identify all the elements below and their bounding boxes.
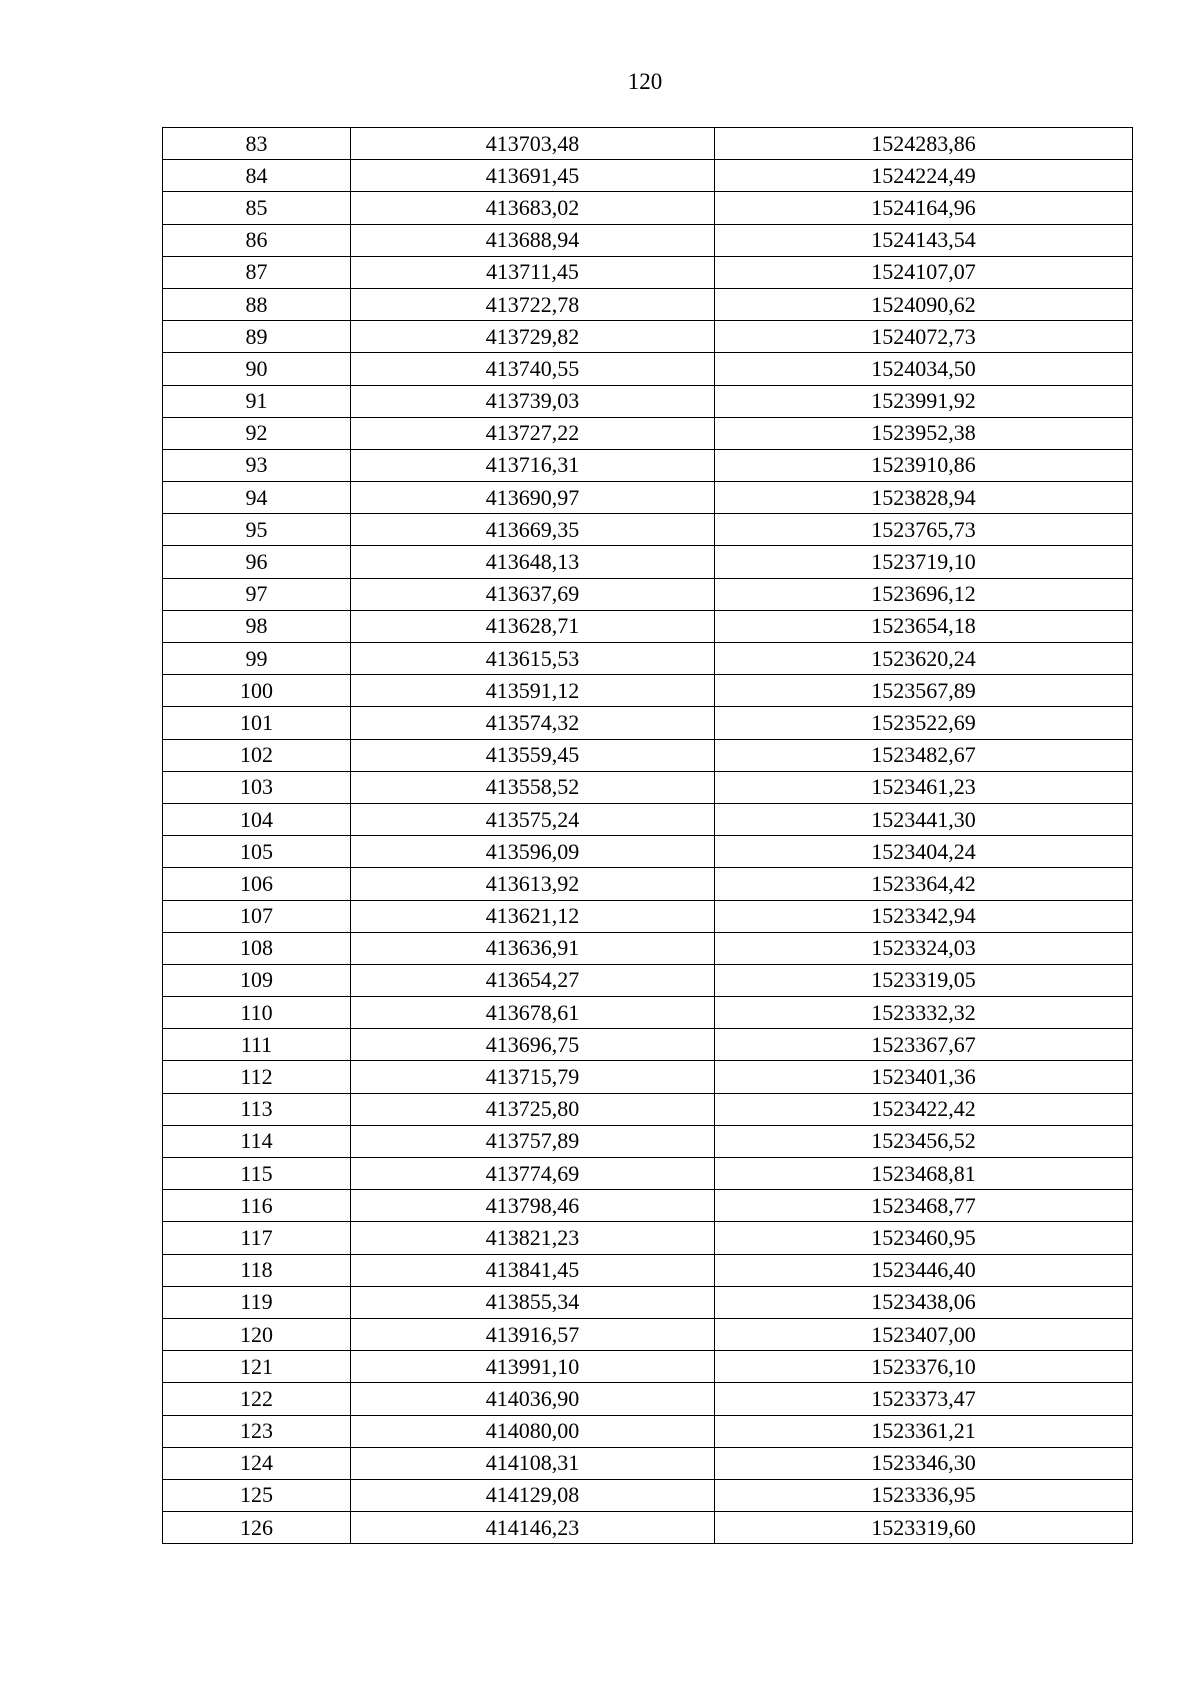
table-row: [163, 578, 1133, 610]
x-coordinate-cell: 413596,09: [351, 836, 715, 868]
x-coordinate-cell: 413798,46: [351, 1190, 715, 1222]
x-coordinate-cell: 413722,78: [351, 288, 715, 320]
y-coordinate-cell: 1523404,24: [715, 836, 1133, 868]
y-coordinate-cell: 1523324,03: [715, 932, 1133, 964]
point-number-cell: 87: [163, 256, 351, 288]
point-number-cell: 95: [163, 514, 351, 546]
table-row: [163, 385, 1133, 417]
table-row: [163, 836, 1133, 868]
y-coordinate-cell: 1523620,24: [715, 643, 1133, 675]
y-coordinate-cell: 1523460,95: [715, 1222, 1133, 1254]
table-row: [163, 675, 1133, 707]
y-coordinate-cell: 1524034,50: [715, 353, 1133, 385]
x-coordinate-cell: 413615,53: [351, 643, 715, 675]
y-coordinate-cell: 1523319,60: [715, 1512, 1133, 1544]
point-number-cell: 121: [163, 1351, 351, 1383]
x-coordinate-cell: 414108,31: [351, 1447, 715, 1479]
table-row: [163, 739, 1133, 771]
table-row: [163, 1254, 1133, 1286]
point-number-cell: 112: [163, 1061, 351, 1093]
point-number-cell: 92: [163, 417, 351, 449]
x-coordinate-cell: 413690,97: [351, 482, 715, 514]
table-row: [163, 353, 1133, 385]
point-number-cell: 118: [163, 1254, 351, 1286]
x-coordinate-cell: 413558,52: [351, 771, 715, 803]
table-row: [163, 321, 1133, 353]
x-coordinate-cell: 413774,69: [351, 1158, 715, 1190]
point-number-cell: 107: [163, 900, 351, 932]
table-row: [163, 964, 1133, 996]
y-coordinate-cell: 1523407,00: [715, 1318, 1133, 1350]
table-row: [163, 1125, 1133, 1157]
x-coordinate-cell: 413916,57: [351, 1318, 715, 1350]
x-coordinate-cell: 413575,24: [351, 803, 715, 835]
x-coordinate-cell: 413637,69: [351, 578, 715, 610]
y-coordinate-cell: 1524072,73: [715, 321, 1133, 353]
x-coordinate-cell: 413574,32: [351, 707, 715, 739]
x-coordinate-cell: 413740,55: [351, 353, 715, 385]
x-coordinate-cell: 414080,00: [351, 1415, 715, 1447]
y-coordinate-cell: 1523401,36: [715, 1061, 1133, 1093]
table-row: [163, 707, 1133, 739]
table-row: [163, 932, 1133, 964]
point-number-cell: 109: [163, 964, 351, 996]
x-coordinate-cell: 413716,31: [351, 449, 715, 481]
y-coordinate-cell: 1523422,42: [715, 1093, 1133, 1125]
y-coordinate-cell: 1523376,10: [715, 1351, 1133, 1383]
table-row: [163, 1447, 1133, 1479]
y-coordinate-cell: 1523910,86: [715, 449, 1133, 481]
table-row: [163, 771, 1133, 803]
y-coordinate-cell: 1523991,92: [715, 385, 1133, 417]
point-number-cell: 108: [163, 932, 351, 964]
x-coordinate-cell: 414146,23: [351, 1512, 715, 1544]
table-row: [163, 643, 1133, 675]
x-coordinate-cell: 413613,92: [351, 868, 715, 900]
y-coordinate-cell: 1523828,94: [715, 482, 1133, 514]
point-number-cell: 99: [163, 643, 351, 675]
x-coordinate-cell: 413757,89: [351, 1125, 715, 1157]
point-number-cell: 122: [163, 1383, 351, 1415]
point-number-cell: 106: [163, 868, 351, 900]
table-row: [163, 1190, 1133, 1222]
table-row: [163, 128, 1133, 160]
y-coordinate-cell: 1523346,30: [715, 1447, 1133, 1479]
point-number-cell: 120: [163, 1318, 351, 1350]
point-number-cell: 94: [163, 482, 351, 514]
table-row: [163, 160, 1133, 192]
table-row: [163, 1318, 1133, 1350]
y-coordinate-cell: 1524090,62: [715, 288, 1133, 320]
x-coordinate-cell: 413703,48: [351, 128, 715, 160]
point-number-cell: 83: [163, 128, 351, 160]
y-coordinate-cell: 1524107,07: [715, 256, 1133, 288]
x-coordinate-cell: 413696,75: [351, 1029, 715, 1061]
coordinates-table: [162, 127, 1133, 1544]
y-coordinate-cell: 1523482,67: [715, 739, 1133, 771]
table-row: [163, 1093, 1133, 1125]
x-coordinate-cell: 413683,02: [351, 192, 715, 224]
y-coordinate-cell: 1523567,89: [715, 675, 1133, 707]
table-row: [163, 256, 1133, 288]
page-number: 120: [627, 69, 663, 94]
y-coordinate-cell: 1523461,23: [715, 771, 1133, 803]
x-coordinate-cell: 413739,03: [351, 385, 715, 417]
x-coordinate-cell: 413591,12: [351, 675, 715, 707]
y-coordinate-cell: 1523468,77: [715, 1190, 1133, 1222]
x-coordinate-cell: 413691,45: [351, 160, 715, 192]
table-row: [163, 514, 1133, 546]
x-coordinate-cell: 413715,79: [351, 1061, 715, 1093]
point-number-cell: 88: [163, 288, 351, 320]
point-number-cell: 114: [163, 1125, 351, 1157]
x-coordinate-cell: 413688,94: [351, 224, 715, 256]
point-number-cell: 124: [163, 1447, 351, 1479]
point-number-cell: 96: [163, 546, 351, 578]
y-coordinate-cell: 1523364,42: [715, 868, 1133, 900]
point-number-cell: 125: [163, 1479, 351, 1511]
point-number-cell: 86: [163, 224, 351, 256]
x-coordinate-cell: 413678,61: [351, 997, 715, 1029]
point-number-cell: 110: [163, 997, 351, 1029]
x-coordinate-cell: 413991,10: [351, 1351, 715, 1383]
point-number-cell: 119: [163, 1286, 351, 1318]
x-coordinate-cell: 413621,12: [351, 900, 715, 932]
table-row: [163, 1158, 1133, 1190]
x-coordinate-cell: 413725,80: [351, 1093, 715, 1125]
y-coordinate-cell: 1524224,49: [715, 160, 1133, 192]
y-coordinate-cell: 1523522,69: [715, 707, 1133, 739]
table-row: [163, 482, 1133, 514]
table-row: [163, 1029, 1133, 1061]
point-number-cell: 111: [163, 1029, 351, 1061]
y-coordinate-cell: 1523468,81: [715, 1158, 1133, 1190]
y-coordinate-cell: 1523719,10: [715, 546, 1133, 578]
x-coordinate-cell: 413855,34: [351, 1286, 715, 1318]
y-coordinate-cell: 1523696,12: [715, 578, 1133, 610]
table-row: [163, 224, 1133, 256]
y-coordinate-cell: 1523336,95: [715, 1479, 1133, 1511]
point-number-cell: 115: [163, 1158, 351, 1190]
point-number-cell: 93: [163, 449, 351, 481]
table-row: [163, 900, 1133, 932]
point-number-cell: 100: [163, 675, 351, 707]
table-row: [163, 803, 1133, 835]
x-coordinate-cell: 414036,90: [351, 1383, 715, 1415]
y-coordinate-cell: 1523367,67: [715, 1029, 1133, 1061]
point-number-cell: 102: [163, 739, 351, 771]
table-row: [163, 1222, 1133, 1254]
table-row: [163, 1415, 1133, 1447]
table-row: [163, 1286, 1133, 1318]
point-number-cell: 85: [163, 192, 351, 224]
point-number-cell: 113: [163, 1093, 351, 1125]
point-number-cell: 126: [163, 1512, 351, 1544]
point-number-cell: 97: [163, 578, 351, 610]
y-coordinate-cell: 1523438,06: [715, 1286, 1133, 1318]
x-coordinate-cell: 413636,91: [351, 932, 715, 964]
point-number-cell: 103: [163, 771, 351, 803]
table-row: [163, 1383, 1133, 1415]
table-row: [163, 288, 1133, 320]
table-row: [163, 192, 1133, 224]
x-coordinate-cell: 413669,35: [351, 514, 715, 546]
point-number-cell: 90: [163, 353, 351, 385]
y-coordinate-cell: 1523332,32: [715, 997, 1133, 1029]
point-number-cell: 101: [163, 707, 351, 739]
y-coordinate-cell: 1523952,38: [715, 417, 1133, 449]
x-coordinate-cell: 413628,71: [351, 610, 715, 642]
table-row: [163, 1512, 1133, 1544]
point-number-cell: 98: [163, 610, 351, 642]
x-coordinate-cell: 413654,27: [351, 964, 715, 996]
table-row: [163, 997, 1133, 1029]
y-coordinate-cell: 1523446,40: [715, 1254, 1133, 1286]
x-coordinate-cell: 414129,08: [351, 1479, 715, 1511]
x-coordinate-cell: 413841,45: [351, 1254, 715, 1286]
y-coordinate-cell: 1523319,05: [715, 964, 1133, 996]
point-number-cell: 105: [163, 836, 351, 868]
table-row: [163, 868, 1133, 900]
table-row: [163, 1351, 1133, 1383]
y-coordinate-cell: 1524283,86: [715, 128, 1133, 160]
x-coordinate-cell: 413711,45: [351, 256, 715, 288]
y-coordinate-cell: 1523456,52: [715, 1125, 1133, 1157]
x-coordinate-cell: 413729,82: [351, 321, 715, 353]
table-row: [163, 546, 1133, 578]
point-number-cell: 116: [163, 1190, 351, 1222]
y-coordinate-cell: 1523654,18: [715, 610, 1133, 642]
y-coordinate-cell: 1523373,47: [715, 1383, 1133, 1415]
point-number-cell: 123: [163, 1415, 351, 1447]
x-coordinate-cell: 413559,45: [351, 739, 715, 771]
y-coordinate-cell: 1523441,30: [715, 803, 1133, 835]
x-coordinate-cell: 413821,23: [351, 1222, 715, 1254]
point-number-cell: 91: [163, 385, 351, 417]
point-number-cell: 84: [163, 160, 351, 192]
point-number-cell: 89: [163, 321, 351, 353]
table-body: [163, 128, 1133, 1544]
table-row: [163, 610, 1133, 642]
y-coordinate-cell: 1523765,73: [715, 514, 1133, 546]
y-coordinate-cell: 1523361,21: [715, 1415, 1133, 1447]
x-coordinate-cell: 413727,22: [351, 417, 715, 449]
y-coordinate-cell: 1523342,94: [715, 900, 1133, 932]
x-coordinate-cell: 413648,13: [351, 546, 715, 578]
table-row: [163, 1061, 1133, 1093]
y-coordinate-cell: 1524164,96: [715, 192, 1133, 224]
table-row: [163, 449, 1133, 481]
table-row: [163, 1479, 1133, 1511]
point-number-cell: 104: [163, 803, 351, 835]
table-row: [163, 417, 1133, 449]
point-number-cell: 117: [163, 1222, 351, 1254]
y-coordinate-cell: 1524143,54: [715, 224, 1133, 256]
